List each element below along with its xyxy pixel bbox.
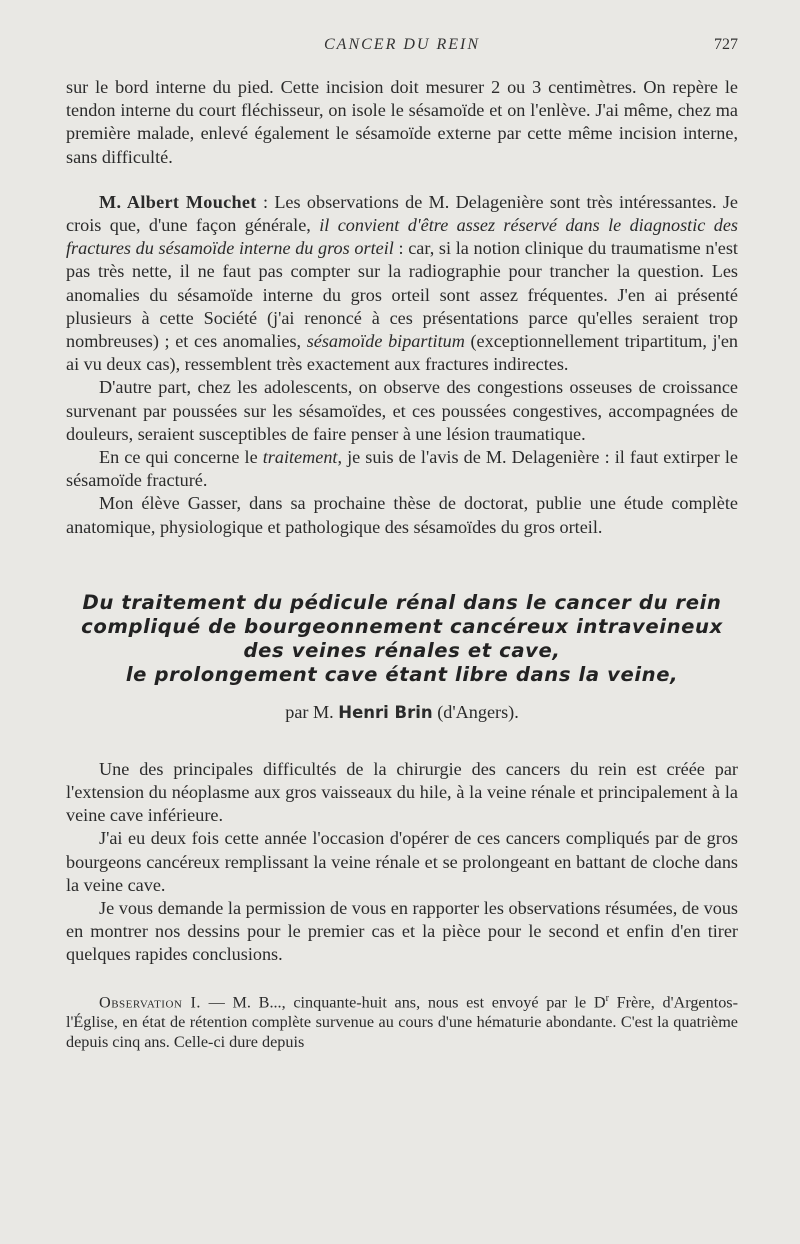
mouchet-emphasis-2: sésamoïde bipartitum (306, 331, 465, 352)
traitement-text-1: En ce qui concerne le (99, 447, 263, 468)
body-text (66, 76, 738, 1052)
article-title-line: compliqué de bourgeonnement cancéreux intraveineux (81, 614, 723, 638)
paragraph-permission: Je vous demande la permission de vous en rapporter les observations résumées, de vous en montrer nos dessins pour le premier cas et la pièce pour le second et enfin d'en tirer quelques rapides conclusions. (66, 898, 738, 965)
paragraph-gasser: Mon élève Gasser, dans sa prochaine thèse de doctorat, publie une étude complète anatomique, physiologique et pathologique des sésamoïdes du gros orteil. (66, 493, 738, 537)
paragraph-adolescents: D'autre part, chez les adolescents, on observe des congestions osseuses de croissance survenant par poussées sur les sésamoïdes, et ces poussées congestives, accompagnées de douleurs, seraient susceptibles de faire penser à une lésion traumatique. (66, 377, 738, 444)
paragraph-mouchet (66, 191, 738, 377)
article-title-line: le prolongement cave étant libre dans la veine, (125, 662, 679, 686)
traitement-text-2: , je suis de l'avis de M. Delagenière : il faut extirper le sésamoïde fracturé. (66, 447, 738, 491)
paragraph-operations: J'ai eu deux fois cette année l'occasion d'opérer de ces cancers compliqués par de gros bourgeons cancéreux remplissant la veine rénale et se prolongeant en battant de cloche dans la veine cave. (66, 828, 738, 895)
mouchet-text-3: (exceptionnellement tripartitum, j'en ai vu deux cas), ressemblent très exactement aux fractures indirectes. (66, 331, 739, 375)
author-name: Henri Brin (338, 702, 433, 722)
observation-text-1: — M. B..., cinquante-huit ans, nous est envoyé par le D (200, 993, 606, 1012)
byline-prefix: par M. (285, 701, 339, 722)
page-number: 727 (714, 36, 738, 53)
observation-text-2: Frère, d'Argentos-l'Église, en état de rétention complète survenue au cours d'une hématurie abondante. C'est la quatrième depuis cinq ans. Celle-ci dure depuis (66, 993, 738, 1052)
article-title (66, 591, 738, 687)
paragraph-traitement (66, 446, 738, 492)
observation-paragraph (66, 989, 738, 1052)
article-byline (66, 701, 738, 724)
observation-label: Observation I. (99, 993, 201, 1012)
article-title-line: des veines rénales et cave, (243, 638, 561, 662)
running-head (66, 36, 738, 60)
article-title-line: Du traitement du pédicule rénal dans le cancer du rein (82, 590, 722, 614)
mouchet-text-2: : car, si la notion clinique du traumatisme n'est pas très nette, il ne faut pas compter sur la radiographie pour trancher la question. Les anomalies du sésamoïde interne du gros orteil sont assez fréquentes. J'en ai présenté plusieurs à cette Société (j'ai renoncé à ces présentations parce qu'elles seraient trop nombreuses) ; et ces anomalies, (66, 238, 738, 352)
speaker-name: M. Albert Mouchet (99, 191, 257, 212)
running-title: CANCER DU REIN (324, 36, 480, 53)
mouchet-emphasis-1: il convient d'être assez réservé dans le diagnostic des fractures du sésamoïde interne du gros orteil (66, 215, 738, 259)
paragraph-difficultes: Une des principales difficultés de la chirurgie des cancers du rein est créée par l'extension du néoplasme aux gros vaisseaux du hile, à la veine rénale et principalement à la veine cave inférieure. (66, 758, 738, 826)
mouchet-text-1: : Les observations de M. Delagenière sont très intéressantes. Je crois que, d'une façon générale, (66, 191, 738, 236)
observation-superscript: r (605, 992, 609, 1004)
paragraph-incision: sur le bord interne du pied. Cette incision doit mesurer 2 ou 3 centimètres. On repère le tendon interne du court fléchisseur, on isole le sésamoïde et on l'enlève. J'ai même, chez ma première malade, enlevé également le sésamoïde externe par cette même incision interne, sans difficulté. (66, 77, 738, 167)
traitement-emphasis: traitement (262, 447, 338, 468)
byline-suffix: (d'Angers). (432, 701, 519, 722)
